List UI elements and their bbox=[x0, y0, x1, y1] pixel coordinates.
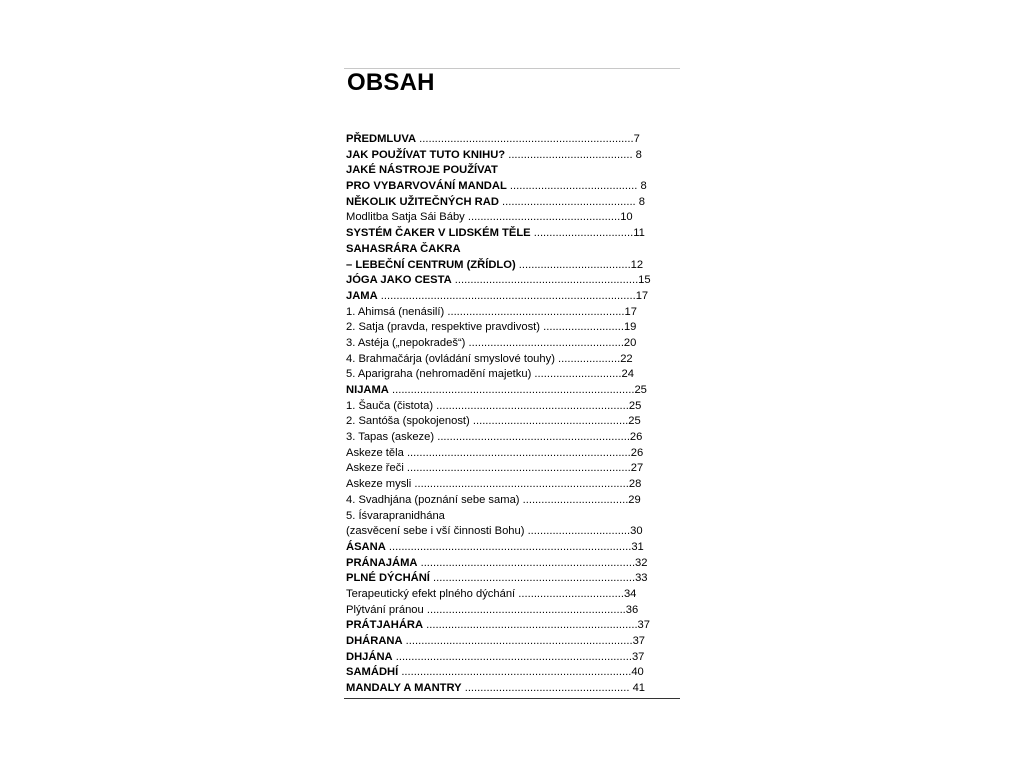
toc-entry-leader-page: ..................................................................................17 bbox=[377, 289, 649, 302]
toc-entry-title: PRÁTJAHÁRA bbox=[346, 619, 424, 632]
toc-entry[interactable] bbox=[346, 665, 664, 681]
toc-entry-leader-page: .........................................................................37 bbox=[402, 635, 646, 647]
toc-entry-title: MANDALY A MANTRY bbox=[346, 682, 462, 695]
toc-entry-leader-page: .....................................................................7 bbox=[416, 133, 640, 145]
toc-entry-title: 4. Svadhjána (poznání sebe sama) bbox=[346, 493, 520, 506]
toc-entry-leader-page: .....................................................................32 bbox=[417, 556, 648, 569]
toc-entry-title: Askeze mysli bbox=[346, 478, 412, 491]
toc-entry[interactable] bbox=[346, 399, 664, 415]
toc-entry[interactable] bbox=[346, 383, 664, 399]
toc-entry[interactable] bbox=[346, 603, 664, 619]
toc-entry-leader-page: ..........................................................................40 bbox=[398, 666, 644, 679]
toc-entry-title: JAMA bbox=[346, 289, 378, 302]
toc-entry[interactable] bbox=[346, 179, 664, 195]
toc-entry[interactable] bbox=[346, 258, 664, 274]
toc-entry[interactable] bbox=[346, 524, 664, 540]
toc-entry-leader-page: ................................................................36 bbox=[423, 603, 639, 616]
toc-entry bbox=[346, 242, 664, 258]
toc-entry-title: JAKÉ NÁSTROJE POUŽÍVAT bbox=[346, 164, 498, 177]
toc-entry-title: DHJÁNA bbox=[346, 650, 393, 663]
toc-entry-title: NĚKOLIK UŽITEČNÝCH RAD bbox=[346, 195, 499, 208]
toc-entry-title: 5. Aparigraha (nehromadění majetku) bbox=[346, 368, 532, 381]
toc-entry-leader-page: ....................22 bbox=[554, 352, 633, 365]
toc-entry-title: ÁSANA bbox=[346, 540, 386, 553]
toc-entry[interactable] bbox=[346, 289, 664, 305]
toc-entry[interactable] bbox=[346, 320, 664, 336]
toc-entry[interactable] bbox=[346, 352, 664, 368]
toc-entry-leader-page: ................................11 bbox=[530, 227, 645, 240]
toc-entry-title: Modlitba Satja Sái Báby bbox=[346, 211, 465, 224]
toc-entry-leader-page: ..................................................20 bbox=[465, 336, 637, 349]
toc-entry-leader-page: ........................................ 8 bbox=[505, 148, 642, 161]
toc-entry[interactable] bbox=[346, 210, 664, 226]
toc-entry-title: 1. Ahimsá (nenásilí) bbox=[346, 305, 445, 318]
toc-title: OBSAH bbox=[347, 69, 435, 96]
toc-entry[interactable] bbox=[346, 618, 664, 634]
toc-entry-title: 2. Santóša (spokojenost) bbox=[346, 415, 470, 428]
toc-entry-leader-page: ..................................29 bbox=[519, 493, 641, 506]
toc-entry bbox=[346, 163, 664, 179]
toc-entry-leader-page: ....................................12 bbox=[515, 258, 644, 271]
toc-entry-title: Plýtvání pránou bbox=[346, 603, 424, 616]
toc-entry[interactable] bbox=[346, 305, 664, 321]
toc-entry-title: JAK POUŽÍVAT TUTO KNIHU? bbox=[346, 148, 506, 161]
toc-entry-title: NIJAMA bbox=[346, 384, 389, 396]
toc-entry-title: DHÁRANA bbox=[346, 635, 403, 647]
toc-entry-leader-page: .................................................10 bbox=[464, 211, 633, 224]
toc-list bbox=[346, 132, 664, 697]
toc-entry[interactable] bbox=[346, 571, 664, 587]
toc-entry-leader-page: ..............................................................26 bbox=[434, 431, 643, 444]
toc-entry-leader-page: ..........................19 bbox=[540, 321, 637, 334]
toc-entry-title: SAMÁDHÍ bbox=[346, 666, 399, 679]
toc-entry-leader-page: .....................................................................28 bbox=[411, 478, 642, 491]
toc-entry[interactable] bbox=[346, 556, 664, 572]
toc-entry-leader-page: ........................................................................26 bbox=[403, 446, 644, 459]
toc-entry-title: SAHASRÁRA ČAKRA bbox=[346, 242, 461, 255]
toc-entry[interactable] bbox=[346, 461, 664, 477]
toc-entry-title: SYSTÉM ČAKER V LIDSKÉM TĚLE bbox=[346, 227, 531, 240]
toc-entry-title: PRO VYBARVOVÁNÍ MANDAL bbox=[346, 180, 507, 193]
toc-entry-title: – LEBEČNÍ CENTRUM (ZŘÍDLO) bbox=[346, 258, 516, 271]
toc-entry-title: Askeze řeči bbox=[346, 462, 404, 475]
toc-entry[interactable] bbox=[346, 132, 664, 148]
toc-entry[interactable] bbox=[346, 587, 664, 603]
toc-entry-leader-page: .................................30 bbox=[524, 525, 643, 538]
toc-entry-title: PLNÉ DÝCHÁNÍ bbox=[346, 572, 430, 585]
toc-entry[interactable] bbox=[346, 650, 664, 666]
toc-entry-leader-page: ..............................................................................25 bbox=[388, 384, 647, 396]
toc-entry-leader-page: ..............................................................25 bbox=[433, 399, 642, 412]
bottom-rule bbox=[344, 698, 680, 699]
toc-entry-title: Askeze těla bbox=[346, 446, 404, 459]
toc-entry-title: 3. Tapas (askeze) bbox=[346, 431, 435, 444]
toc-entry-leader-page: ....................................................................37 bbox=[423, 619, 650, 632]
toc-entry[interactable] bbox=[346, 148, 664, 164]
toc-entry[interactable] bbox=[346, 336, 664, 352]
toc-entry-leader-page: ..............................................................................31 bbox=[385, 540, 644, 553]
toc-entry[interactable] bbox=[346, 226, 664, 242]
toc-entry-leader-page: ............................24 bbox=[531, 368, 634, 381]
toc-entry[interactable] bbox=[346, 273, 664, 289]
toc-entry-leader-page: ........................................... 8 bbox=[498, 195, 645, 208]
toc-entry-title: PRÁNAJÁMA bbox=[346, 556, 418, 569]
toc-entry[interactable] bbox=[346, 367, 664, 383]
toc-entry-title: 3. Astéja („nepokradeš“) bbox=[346, 336, 466, 349]
toc-entry bbox=[346, 509, 664, 525]
toc-entry-title: JÓGA JAKO CESTA bbox=[346, 274, 452, 287]
toc-entry[interactable] bbox=[346, 493, 664, 509]
toc-entry[interactable] bbox=[346, 195, 664, 211]
toc-entry-title: (zasvěcení sebe i vší činnosti Bohu) bbox=[346, 525, 525, 538]
toc-entry-leader-page: ..................................................... 41 bbox=[461, 682, 646, 695]
toc-entry[interactable] bbox=[346, 414, 664, 430]
toc-entry-leader-page: ......................................... 8 bbox=[506, 180, 647, 193]
toc-entry-title: 5. Íśvarapranidhána bbox=[346, 509, 445, 522]
toc-entry-title: Terapeutický efekt plného dýchání bbox=[346, 587, 516, 600]
toc-entry[interactable] bbox=[346, 540, 664, 556]
toc-entry[interactable] bbox=[346, 477, 664, 493]
toc-entry-leader-page: ............................................................................37 bbox=[392, 650, 645, 663]
toc-entry[interactable] bbox=[346, 681, 664, 697]
toc-entry-leader-page: ..................................................25 bbox=[469, 415, 641, 428]
toc-entry-title: 2. Satja (pravda, respektive pravdivost) bbox=[346, 321, 541, 334]
table-of-contents bbox=[344, 68, 680, 700]
toc-entry-leader-page: ..................................34 bbox=[515, 587, 637, 600]
toc-entry[interactable] bbox=[346, 430, 664, 446]
toc-entry-title: 4. Brahmačárja (ovládání smyslové touhy) bbox=[346, 352, 555, 365]
toc-entry-title: 1. Šauča (čistota) bbox=[346, 399, 434, 412]
toc-entry-leader-page: .................................................................33 bbox=[429, 572, 648, 585]
toc-entry-title: PŘEDMLUVA bbox=[346, 133, 417, 145]
toc-entry-leader-page: ........................................................................27 bbox=[403, 462, 644, 475]
toc-entry[interactable] bbox=[346, 634, 664, 650]
toc-entry-leader-page: ...........................................................15 bbox=[451, 274, 651, 287]
toc-entry-leader-page: .........................................................17 bbox=[444, 305, 637, 318]
toc-entry[interactable] bbox=[346, 446, 664, 462]
